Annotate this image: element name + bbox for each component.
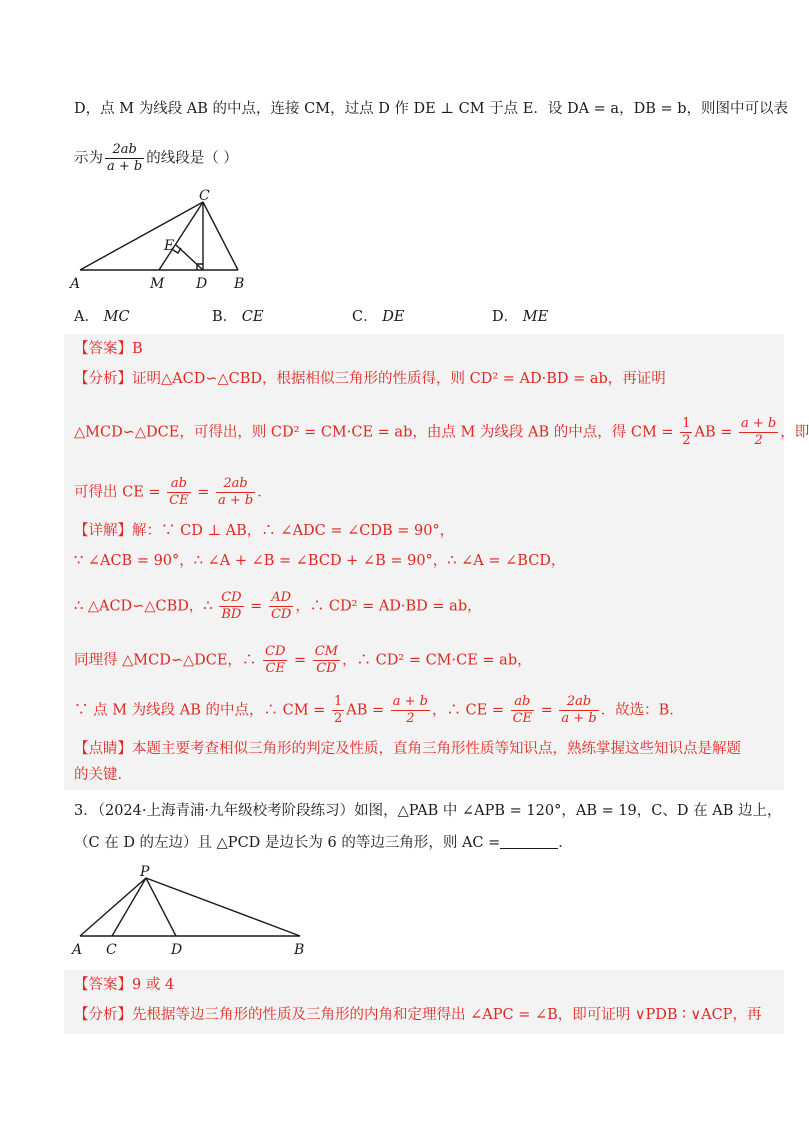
fraction: $\frac{1}{2}$	[682, 416, 691, 448]
question-text-line	[74, 142, 238, 175]
label-a: A	[70, 276, 81, 292]
answer-tag: 【答案】	[74, 341, 132, 357]
answer-blank[interactable]	[500, 834, 558, 849]
geometry-figure-triangle-pab	[68, 860, 318, 960]
analysis-line: 【分析】证明△ACD∽△CBD，根据相似三角形的性质得，则 CD² = AD·BD = ab，再证明	[74, 371, 666, 387]
question-text: 的线段是（ ）	[146, 150, 238, 167]
fraction: $\frac{2ab}{a + b}$	[107, 142, 143, 174]
fraction: $\frac{a + b}{2}$	[392, 694, 428, 726]
label-c: C	[106, 942, 117, 958]
label-b: B	[234, 276, 245, 292]
analysis-line: △MCD∽△DCE，可得出，则 CD² = CM·CE = ab，由点 M 为线段 AB 的中点，得 CM = $\frac{1}{2}$ AB = $\frac{a + b}{2}$ ，即	[74, 416, 809, 448]
comment-line: 的关键．	[74, 767, 132, 783]
question-text-line: 3．（2024·上海青浦·九年级校考阶段练习）如图，△PAB 中 ∠APB = 120°，AB = 19，C、D 在 AB 边上，	[74, 803, 782, 819]
comment-line: 【点睛】本题主要考查相似三角形的判定及性质，直角三角形性质等知识点，熟练掌握这些知识点是解题	[74, 741, 741, 757]
segment-ac	[80, 202, 203, 270]
detail-tag: 【详解】	[74, 523, 132, 539]
answer-line	[74, 974, 174, 996]
geometry-figure-triangle-abc	[70, 188, 270, 298]
segment-cm	[159, 202, 203, 270]
answer-tag: 【答案】	[74, 977, 132, 993]
fraction: $\frac{2ab}{a + b}$	[217, 476, 254, 508]
label-a: A	[72, 942, 83, 958]
answer-line	[74, 338, 143, 360]
label-c: C	[199, 188, 210, 204]
fraction: $\frac{CM}{CD}$	[314, 644, 339, 676]
option-a[interactable]: A． MC	[74, 309, 130, 325]
fraction: $\frac{1}{2}$	[333, 694, 343, 726]
option-c[interactable]: C． DE	[352, 309, 405, 325]
detail-line: ∵ ∠ACB = 90°，∴ ∠A + ∠B = ∠BCD + ∠B = 90°，∴ ∠A = ∠BCD，	[74, 553, 566, 569]
fraction: $\frac{AD}{CD}$	[270, 590, 292, 622]
option-b[interactable]: B． CE	[212, 309, 264, 325]
fraction: $\frac{2ab}{a + b}$	[561, 694, 597, 726]
option-d[interactable]: D． ME	[492, 309, 549, 325]
comment-tag: 【点睛】	[74, 741, 132, 757]
label-d: D	[171, 942, 183, 958]
question-text-line: （C 在 D 的左边）且 △PCD 是边长为 6 的等边三角形，则 AC = ．	[74, 835, 573, 851]
analysis-tag: 【分析】	[74, 371, 132, 387]
segment-pa	[80, 878, 146, 936]
answer-value: 9 或 4	[132, 977, 175, 993]
analysis-tag: 【分析】	[74, 1007, 132, 1023]
analysis-line: 可得出 CE = $\frac{ab}{CE}$ = $\frac{2ab}{a + b}$ ．	[74, 476, 272, 508]
segment-pb	[146, 878, 300, 936]
fraction: $\frac{a + b}{2}$	[740, 416, 777, 448]
fraction: $\frac{CD}{CE}$	[265, 644, 286, 676]
segment-pc	[112, 878, 146, 936]
question-text-line: D，点 M 为线段 AB 的中点，连接 CM，过点 D 作 DE ⊥ CM 于点 E．设 DA = a，DB = b，则图中可以表	[74, 101, 788, 117]
label-m: M	[150, 276, 165, 292]
fraction: $\frac{CD}{BD}$	[221, 590, 242, 622]
question-text: 示为	[74, 150, 103, 167]
label-e: E	[164, 238, 175, 254]
detail-line: 【详解】解：∵ CD ⊥ AB，∴ ∠ADC = ∠CDB = 90°，	[74, 523, 455, 539]
detail-line: ∵ 点 M 为线段 AB 的中点，∴ CM = $\frac{1}{2}$ AB = $\frac{a + b}{2}$ ，∴ CE = $\frac{ab}{CE}$ = $\frac{2ab}{a + b}$ ．故选：B．	[74, 694, 684, 726]
answer-value: B	[132, 341, 143, 357]
segment-cb	[203, 202, 238, 270]
fraction: $\frac{ab}{CE}$	[169, 476, 189, 508]
analysis-line: 【分析】先根据等边三角形的性质及三角形的内角和定理得出 ∠APC = ∠B，即可证明 ∨PDB ∶ ∨ACP，再	[74, 1007, 762, 1023]
segment-pd	[146, 878, 176, 936]
detail-line: ∴ △ACD∽△CBD，∴ $\frac{CD}{BD}$ = $\frac{AD}{CD}$ ，∴ CD² = AD·BD = ab，	[74, 590, 482, 622]
label-b: B	[294, 942, 305, 958]
label-p: P	[140, 864, 150, 880]
fraction: $\frac{ab}{CE}$	[512, 694, 533, 726]
label-d: D	[196, 276, 208, 292]
detail-line: 同理得 △MCD∽△DCE，∴ $\frac{CD}{CE}$ = $\frac{CM}{CD}$ ，∴ CD² = CM·CE = ab，	[74, 644, 532, 676]
